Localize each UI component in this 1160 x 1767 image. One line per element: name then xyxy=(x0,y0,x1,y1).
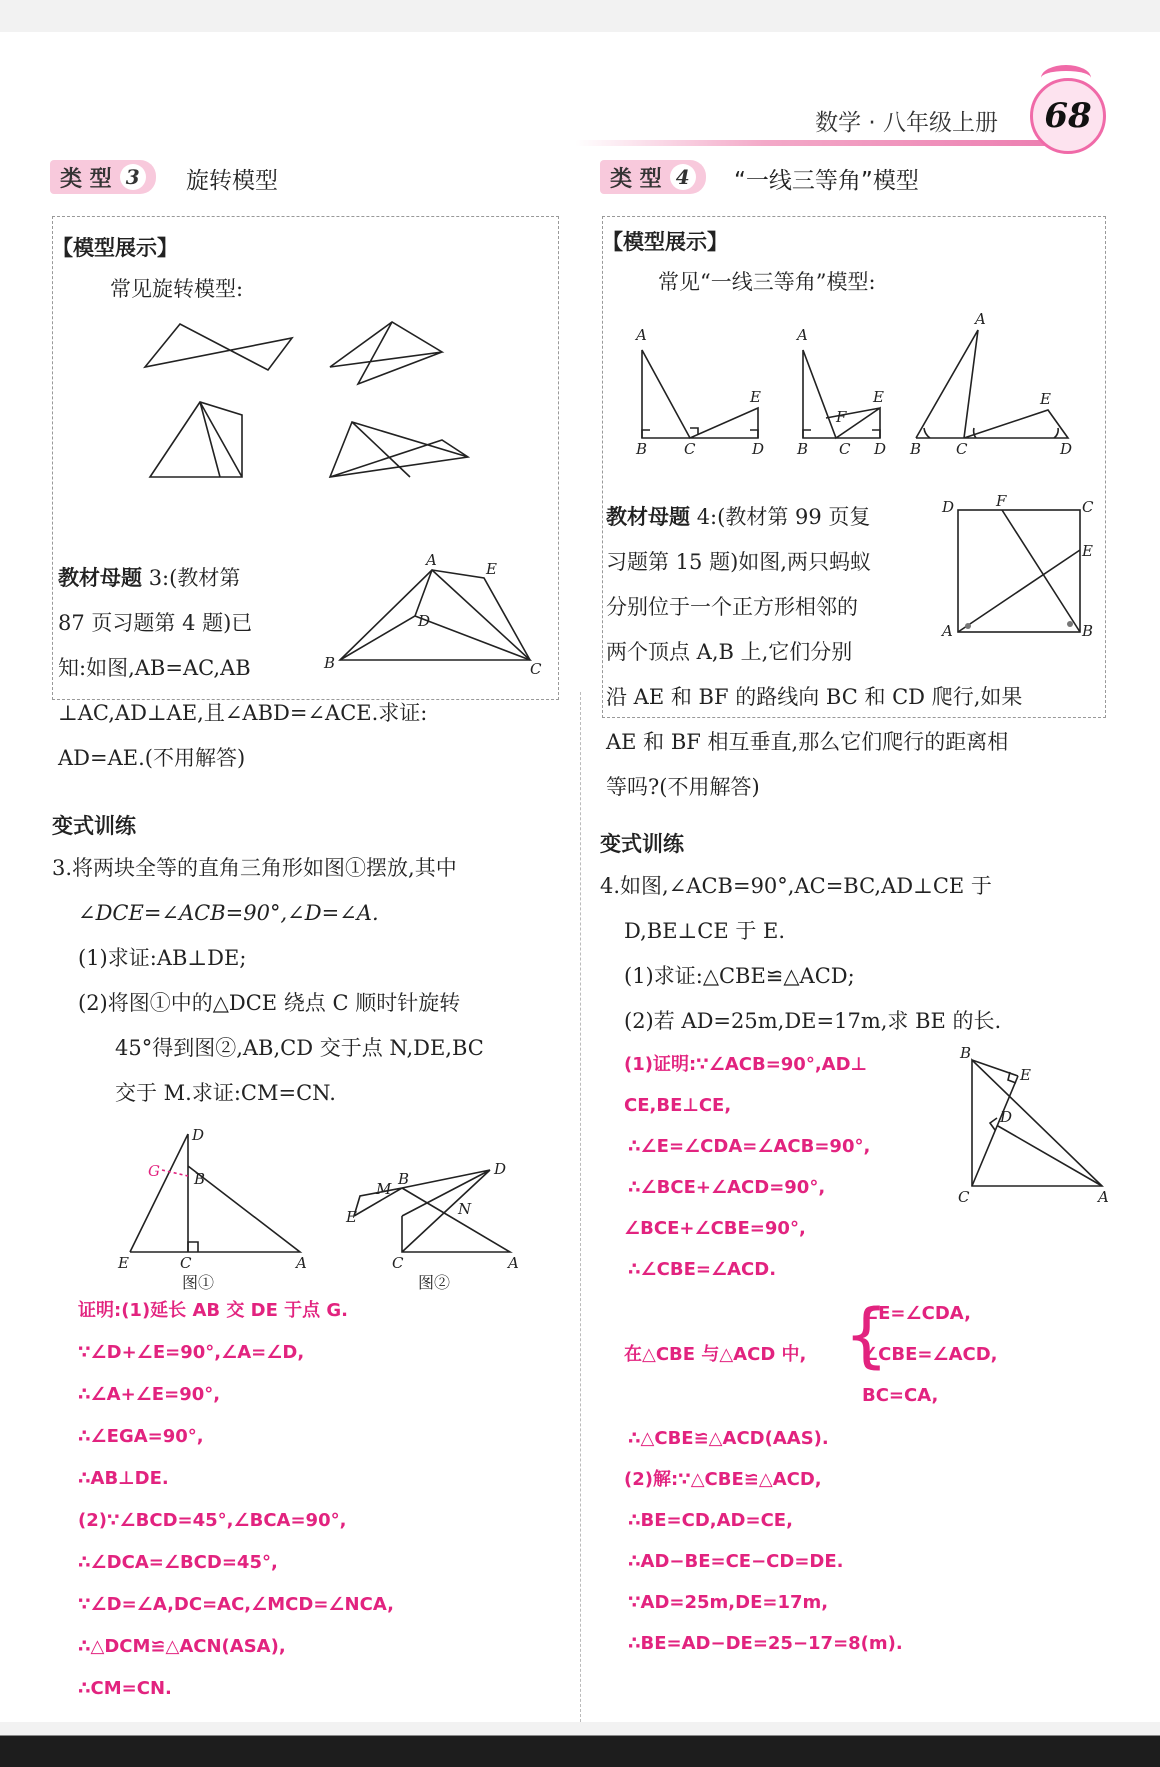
ant-b-icon xyxy=(1067,621,1073,627)
problem-4-line: 分别位于一个正方形相邻的 xyxy=(606,595,858,619)
m1-label-a: A xyxy=(636,326,647,344)
proof-3-line: 证明:(1)延长 AB 交 DE 于点 G. xyxy=(78,1300,349,1321)
figure-1-caption: 图① xyxy=(182,1273,215,1292)
fig4-label-d: D xyxy=(1000,1108,1013,1126)
model-overlap-triangles xyxy=(330,322,442,384)
fig4-label-e: E xyxy=(1020,1066,1031,1084)
ant-a-icon xyxy=(965,623,971,629)
type-label: 类 型 xyxy=(60,166,112,192)
label-e: E xyxy=(486,560,497,578)
problem-4-line: 沿 AE 和 BF 的路线向 BC 和 CD 爬行,如果 xyxy=(606,685,1023,709)
model-triangle-fan xyxy=(150,402,242,477)
m2-label-d: D xyxy=(874,440,887,456)
model-3-lines xyxy=(916,330,1068,438)
three-angles-models-figure xyxy=(630,310,1100,456)
triangle-abc xyxy=(340,570,530,660)
proof-3-line: ∵∠D+∠E=90°,∠A=∠D, xyxy=(78,1342,305,1363)
proof-4-line: ∴BE=CD,AD=CE, xyxy=(628,1510,793,1531)
proof-4-line: ∠BCE+∠CBE=90°, xyxy=(624,1218,806,1239)
question-3-line: (1)求证:AB⊥DE; xyxy=(78,946,247,970)
system-brace: { xyxy=(844,1294,889,1376)
question-4-line: D,BE⊥CE 于 E. xyxy=(624,919,786,943)
model-intro-right: 常见“一线三等角”模型: xyxy=(658,270,876,294)
variant-section-right: 变式训练 xyxy=(600,832,684,856)
fig4-label-b: B xyxy=(960,1046,972,1062)
page-number: 68 xyxy=(1044,96,1092,136)
model-bowtie xyxy=(145,324,292,370)
m2-label-f: F xyxy=(836,408,847,426)
sq-label-a: A xyxy=(942,622,953,640)
model-cross-triangles xyxy=(330,422,468,477)
rotation-models-figure xyxy=(130,312,470,502)
figure-1-right-angle xyxy=(188,1242,198,1252)
model-1-lines xyxy=(642,350,758,438)
proof-4-line: CE,BE⊥CE, xyxy=(624,1095,732,1116)
problem-3-label-line xyxy=(58,568,240,589)
question-3-line: 45°得到图②,AB,CD 交于点 N,DE,BC xyxy=(115,1036,484,1060)
page-number-badge xyxy=(1030,78,1106,154)
question-3-line: 交于 M.求证:CM=CN. xyxy=(115,1081,336,1105)
m1-label-b: B xyxy=(636,440,648,456)
textbook-page xyxy=(0,32,1160,1722)
label-c: C xyxy=(530,660,542,678)
sq-label-f: F xyxy=(996,494,1007,510)
model-heading-right: 【模型展示】 xyxy=(602,230,728,254)
fig1-label-e: E xyxy=(118,1254,129,1272)
sq-label-c: C xyxy=(1082,498,1094,516)
problem-3-line: 87 页习题第 4 题)已 xyxy=(58,611,253,635)
m2-label-c: C xyxy=(839,440,851,456)
proof-3-line: ∵∠D=∠A,DC=AC,∠MCD=∠NCA, xyxy=(78,1594,394,1615)
sq-label-b: B xyxy=(1082,622,1094,640)
type-3-tag xyxy=(50,160,156,194)
m3-label-b: B xyxy=(910,440,922,456)
m3-label-a: A xyxy=(975,310,986,328)
type-label: 类 型 xyxy=(610,166,662,192)
model-intro-left: 常见旋转模型: xyxy=(110,277,244,301)
problem-3-label: 教材母题 xyxy=(58,566,142,590)
fig2-label-d: D xyxy=(494,1160,507,1178)
proof-4-line: ∴∠CBE=∠ACD. xyxy=(628,1259,777,1280)
proof-4-system-line: ∠E=∠CDA, xyxy=(862,1303,971,1324)
fig4-label-a: A xyxy=(1098,1188,1109,1206)
proof-4-line: ∴∠BCE+∠ACD=90°, xyxy=(628,1177,826,1198)
question-4-figure xyxy=(956,1046,1116,1212)
label-b: B xyxy=(324,654,336,672)
m3-label-e: E xyxy=(1040,390,1051,408)
question-3-figures xyxy=(110,1122,520,1294)
proof-3-line: ∴AB⊥DE. xyxy=(78,1468,169,1489)
fig2-label-b: B xyxy=(398,1170,410,1188)
figure-1-dashed-extension xyxy=(162,1170,188,1176)
proof-4-line: (1)证明:∵∠ACB=90°,AD⊥ xyxy=(624,1054,867,1075)
question-3-line: (2)将图①中的△DCE 绕点 C 顺时针旋转 xyxy=(78,991,461,1015)
square-abcd xyxy=(958,510,1080,632)
proof-4-line: ∴AD−BE=CE−CD=DE. xyxy=(628,1551,844,1572)
label-d: D xyxy=(418,612,431,630)
proof-3-line: ∴∠A+∠E=90°, xyxy=(78,1384,221,1405)
problem-3-line: AD=AE.(不用解答) xyxy=(58,746,246,770)
model-heading-left: 【模型展示】 xyxy=(52,236,178,260)
column-divider xyxy=(580,692,581,1722)
problem-4-line: 等吗?(不用解答) xyxy=(606,775,760,799)
problem-3-line: 3:(教材第 xyxy=(148,566,241,590)
fig2-label-m: M xyxy=(376,1180,392,1198)
question-4-line: (1)求证:△CBE≌△ACD; xyxy=(624,964,855,988)
triangle-ade xyxy=(340,570,530,660)
fig1-label-c: C xyxy=(180,1254,192,1272)
ant-paths xyxy=(958,510,1080,632)
fig2-label-e: E xyxy=(346,1208,357,1226)
proof-4-system-line: BC=CA, xyxy=(862,1385,939,1406)
m1-label-d: D xyxy=(752,440,765,456)
variant-section-left: 变式训练 xyxy=(52,814,136,838)
header-title: 数学 · 八年级上册 xyxy=(815,110,998,136)
proof-4-line: (2)解:∵△CBE≌△ACD, xyxy=(624,1469,822,1490)
figure-2-caption: 图② xyxy=(418,1273,451,1292)
fig2-label-n: N xyxy=(458,1200,472,1218)
proof-3-line: ∴CM=CN. xyxy=(78,1678,172,1699)
fig2-label-a: A xyxy=(508,1254,519,1272)
sq-label-e: E xyxy=(1082,542,1093,560)
problem-3-line: 知:如图,AB=AC,AB xyxy=(58,656,251,680)
problem-4-line: AE 和 BF 相互垂直,那么它们爬行的距离相 xyxy=(606,730,1009,754)
proof-4-system-line: ∠CBE=∠ACD, xyxy=(862,1344,998,1365)
question-4-line: (2)若 AD=25m,DE=17m,求 BE 的长. xyxy=(624,1009,1002,1033)
proof-4-line: ∵AD=25m,DE=17m, xyxy=(628,1592,829,1613)
problem-4-line: 两个顶点 A,B 上,它们分别 xyxy=(606,640,853,664)
question-4-line: 4.如图,∠ACB=90°,AC=BC,AD⊥CE 于 xyxy=(600,874,992,898)
m3-label-c: C xyxy=(956,440,968,456)
triangle-acb xyxy=(972,1060,1102,1186)
type-3-title: 旋转模型 xyxy=(186,168,278,194)
header-rule xyxy=(575,140,1050,146)
m3-label-d: D xyxy=(1060,440,1073,456)
type-4-tag xyxy=(600,160,706,194)
question-3-line: ∠DCE=∠ACB=90°,∠D=∠A. xyxy=(78,901,379,925)
problem-4-line: 习题第 15 题)如图,两只蚂蚁 xyxy=(606,550,871,574)
fig4-label-c: C xyxy=(958,1188,970,1206)
proof-3-line: ∴∠EGA=90°, xyxy=(78,1426,204,1447)
proof-3-line: (2)∵∠BCD=45°,∠BCA=90°, xyxy=(78,1510,347,1531)
fig1-label-b: B xyxy=(194,1170,206,1188)
proof-4-line: ∴∠E=∠CDA=∠ACB=90°, xyxy=(628,1136,871,1157)
type-4-title: “一线三等角”模型 xyxy=(734,168,919,194)
m2-label-e: E xyxy=(873,388,884,406)
m2-label-a: A xyxy=(797,326,808,344)
fig1-label-a: A xyxy=(296,1254,307,1272)
proof-4-line: ∴△CBE≌△ACD(AAS). xyxy=(628,1428,829,1449)
fig1-label-g: G xyxy=(148,1162,160,1180)
m2-label-b: B xyxy=(797,440,809,456)
type-number: 3 xyxy=(120,164,146,190)
bottom-bar xyxy=(0,1722,1160,1767)
m1-label-c: C xyxy=(684,440,696,456)
problem-3-line: ⊥AC,AD⊥AE,且∠ABD=∠ACE.求证: xyxy=(58,701,428,725)
figure-1-lines xyxy=(130,1134,300,1252)
label-a: A xyxy=(426,551,437,569)
type-number: 4 xyxy=(670,164,696,190)
problem-3-figure xyxy=(322,550,552,678)
problem-4-line: 4:(教材第 99 页复 xyxy=(696,505,871,529)
problem-4-square-figure xyxy=(940,494,1100,644)
m1-label-e: E xyxy=(750,388,761,406)
question-3-line: 3.将两块全等的直角三角形如图①摆放,其中 xyxy=(52,856,457,880)
proof-3-line: ∴△DCM≌△ACN(ASA), xyxy=(78,1636,286,1657)
fig2-label-c: C xyxy=(392,1254,404,1272)
fig1-label-d: D xyxy=(192,1126,205,1144)
problem-4-label-line xyxy=(606,507,870,528)
problem-4-label: 教材母题 xyxy=(606,505,690,529)
proof-4-line: ∴BE=AD−DE=25−17=8(m). xyxy=(628,1633,903,1654)
proof-3-line: ∴∠DCA=∠BCD=45°, xyxy=(78,1552,278,1573)
sq-label-d: D xyxy=(942,498,955,516)
proof-4-system-lead: 在△CBE 与△ACD 中, xyxy=(624,1344,807,1365)
